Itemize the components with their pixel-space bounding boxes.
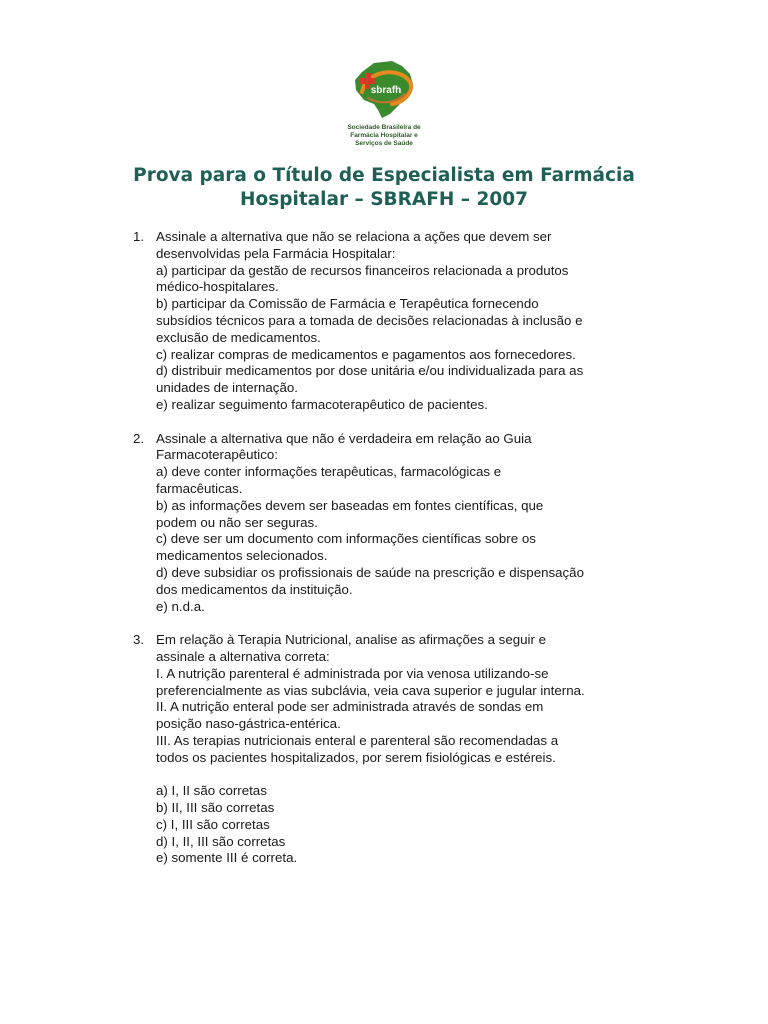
question-text-line: subsídios técnicos para a tomada de decisões relacionadas à inclusão e	[156, 312, 583, 328]
question-text-line: Assinale a alternativa que não é verdadeira em relação ao Guia	[156, 430, 532, 446]
question-text-line: b) II, III são corretas	[156, 800, 275, 816]
question-text-line: Assinale a alternativa que não se relaciona a ações que devem ser	[156, 229, 552, 244]
question-number: 2.	[133, 430, 145, 446]
question-text-line: unidades de internação.	[156, 380, 298, 396]
sbrafh-logo	[334, 60, 434, 152]
question-number: 1.	[133, 229, 145, 244]
question-body	[156, 229, 673, 414]
question-body	[156, 632, 673, 867]
question-text-line: medicamentos selecionados.	[156, 548, 328, 564]
question-text-line: podem ou não ser seguras.	[156, 514, 318, 530]
question-text-line: e) somente III é correta.	[156, 850, 298, 866]
question-text-line: posição naso-gástrica-entérica.	[156, 716, 341, 732]
question-text-line: c) deve ser um documento com informações científicas sobre os	[156, 531, 536, 547]
question-text-line: assinale a alternativa correta:	[156, 648, 330, 664]
question-text-line: a) participar da gestão de recursos financeiros relacionada a produtos	[156, 262, 569, 278]
question-text-line: b) as informações devem ser baseadas em fontes científicas, que	[156, 497, 544, 513]
question-text-line: a) I, II são corretas	[156, 783, 267, 799]
question-text-line: e) realizar seguimento farmacoterapêutico de pacientes.	[156, 396, 488, 412]
question-list	[133, 229, 673, 884]
question-text-line: farmacêuticas.	[156, 480, 243, 496]
question-text-line: a) deve conter informações terapêuticas, farmacológicas e	[156, 464, 502, 480]
question-text-line: médico-hospitalares.	[156, 279, 279, 295]
question-text-line: Farmacoterapêutico:	[156, 447, 278, 463]
question-text-line: c) I, III são corretas	[156, 816, 270, 832]
question-text-line: II. A nutrição enteral pode ser administrada através de sondas em	[156, 699, 544, 715]
question-item	[133, 431, 673, 616]
question-text-line: Em relação à Terapia Nutricional, analise as afirmações a seguir e	[156, 632, 546, 648]
question-text-line: preferencialmente as vias subclávia, veia cava superior e jugular interna.	[156, 682, 585, 698]
logo-wordmark: sbrafh	[370, 85, 402, 96]
logo-caption-line: Sociedade Brasileira de	[347, 124, 421, 131]
question-text-line: III. As terapias nutricionais enteral e parenteral são recomendadas a	[156, 732, 559, 748]
question-item	[133, 229, 673, 414]
sbrafh-emblem-icon	[352, 60, 416, 120]
question-text-line: todos os pacientes hospitalizados, por serem fisiológicas e estéreis.	[156, 749, 556, 765]
page-title-line: Hospitalar – SBRAFH – 2007	[240, 189, 528, 210]
page-title	[100, 164, 668, 212]
question-item	[133, 632, 673, 867]
question-text-line: dos medicamentos da instituição.	[156, 581, 353, 597]
logo-caption	[334, 124, 434, 148]
question-number: 3.	[133, 632, 145, 648]
question-text-line: d) distribuir medicamentos por dose unitária e/ou individualizada para as	[156, 363, 584, 379]
question-text-line: e) n.d.a.	[156, 598, 205, 614]
logo-caption-line: Serviços de Saúde	[355, 140, 413, 147]
question-body	[156, 431, 673, 616]
question-text-line: desenvolvidas pela Farmácia Hospitalar:	[156, 245, 396, 261]
question-text-line: exclusão de medicamentos.	[156, 329, 321, 345]
logo-caption-line: Farmácia Hospitalar e	[350, 132, 418, 139]
question-text-line: I. A nutrição parenteral é administrada por via venosa utilizando-se	[156, 665, 549, 681]
blank-line	[156, 767, 673, 784]
question-text-line: d) I, II, III são corretas	[156, 833, 286, 849]
question-text-line: b) participar da Comissão de Farmácia e Terapêutica fornecendo	[156, 296, 539, 312]
question-text-line: d) deve subsidiar os profissionais de saúde na prescrição e dispensação	[156, 564, 584, 580]
question-text-line: c) realizar compras de medicamentos e pagamentos aos fornecedores.	[156, 346, 576, 362]
page-title-line: Prova para o Título de Especialista em Farmácia	[133, 165, 635, 186]
